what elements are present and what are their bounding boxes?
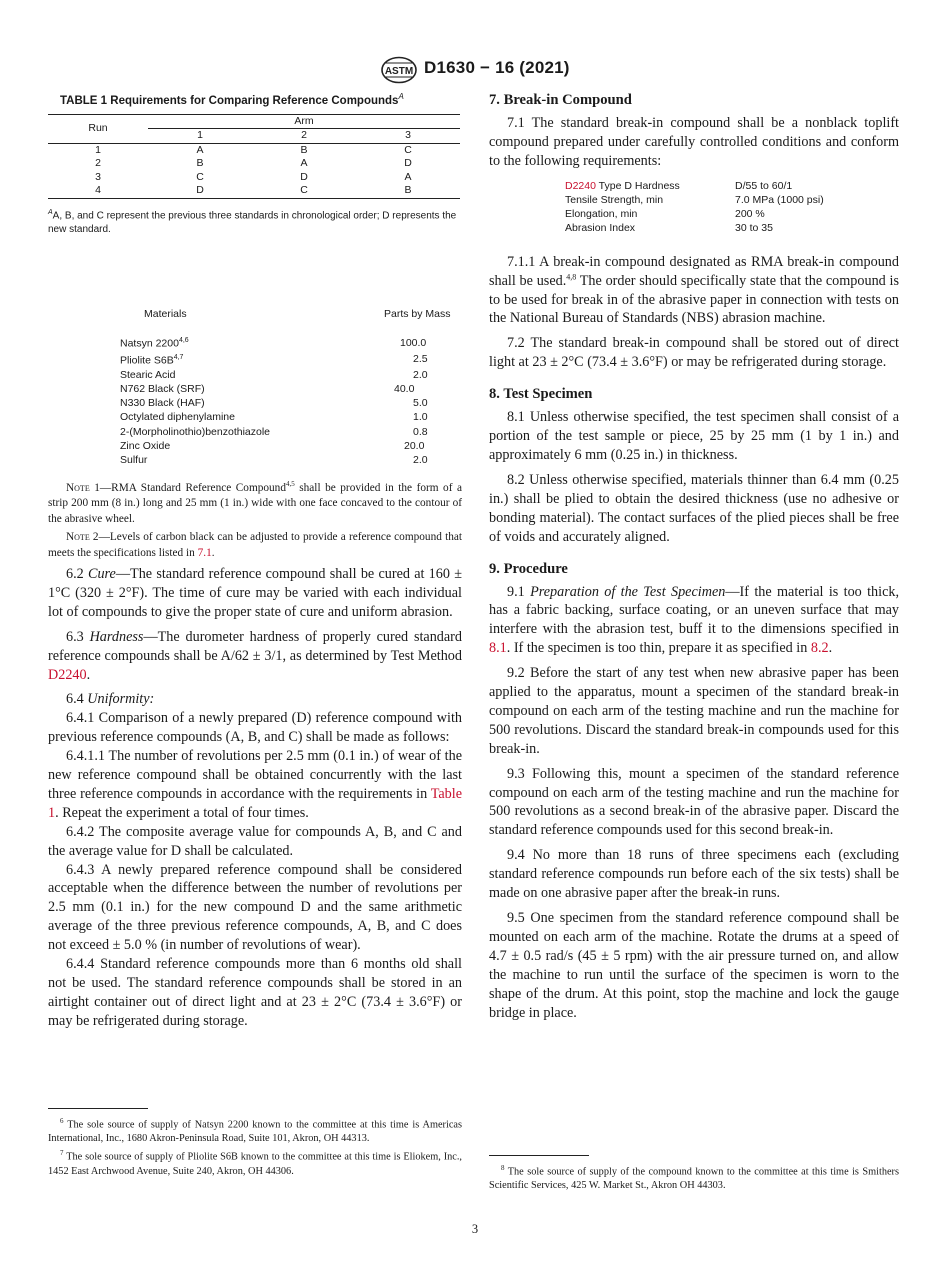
materials-col-header: Materials <box>144 308 187 321</box>
para-9-5: 9.5 One specimen from the standard reference compound shall be mounted on each arm of the machine. Rotate the drums at a speed of 4.7 ± 0.5 rad/s (45 ± 5 rpm) with the air pressure turned on, and allow the machine to run until the surface of the specimen is worn to the shape of the drum. At this point, stop the machine and lock the gauge bridge in place. <box>489 910 899 1021</box>
para-6-3: 6.3 Hardness—The durometer hardness of properly cured standard reference compounds shall be A/62 ± 3/1, as determined by Test Method D2240. <box>48 628 463 683</box>
document-title: D1630 − 16 (2021) <box>424 58 570 77</box>
table-row: N762 Black (SRF) 40.0 <box>120 382 415 395</box>
table-cell: A <box>404 170 412 183</box>
table-cell: 1 <box>95 143 101 156</box>
link-7-1[interactable]: 7.1 <box>197 546 212 559</box>
para-9-2: 9.2 Before the start of any test when new abrasive paper has been applied to the apparatus, mount a specimen of the standard break-in compound on each arm of the testing machine and run the machine for 500 revolutions. Discard the standard break-in compounds used for this break-in. <box>489 665 899 757</box>
table-cell: C <box>252 184 356 198</box>
link-d2240[interactable]: D2240 <box>48 666 87 683</box>
footnote-7: $^7$ The sole source of supply of Pliolite S6B known to the committee at this time is Eliokem, Inc., 1452 East Archwood Avenue, Suite 240, Akron, OH 44306. <box>48 1149 462 1177</box>
table-cell: D <box>404 157 412 170</box>
para-8-1: 8.1 Unless otherwise specified, the test specimen shall consist of a portion of the test sample or piece, 25 by 25 mm (1 by 1 in.) and approximately 6 mm (0.25 in.) in thickness. <box>489 409 899 463</box>
table-cell: D <box>148 184 252 198</box>
table-cell: D <box>300 170 308 183</box>
table1-arm-col: 3 <box>356 129 460 144</box>
table-row: Octylated diphenylamine 1.0 <box>120 411 428 424</box>
table-cell: A <box>300 157 308 170</box>
table-row: Natsyn 2200$^{4,6}$ 100.0 <box>120 336 427 350</box>
table1-footnote: $^A$A, B, and C represent the previous three standards in chronological order; D represents the new standard. <box>48 208 457 236</box>
table-row: Stearic Acid 2.0 <box>120 368 428 381</box>
note-2: Note 2—Levels of carbon black can be adjusted to provide a reference compound that meets the specifications listed in 7.1. <box>48 531 463 559</box>
svg-text:ASTM: ASTM <box>384 66 414 77</box>
table-cell: A <box>196 143 204 156</box>
table-row: Tensile Strength, min 7.0 MPa (1000 psi) <box>565 193 824 206</box>
table-row: 2-(Morpholinothio)benzothiazole 0.8 <box>120 425 428 438</box>
table-row: Zinc Oxide 20.0 <box>120 439 425 452</box>
para-6-4: 6.4 Uniformity: <box>66 691 155 708</box>
para-8-2: 8.2 Unless otherwise specified, materials thinner than 6.4 mm (0.25 in.) shall be plied to obtain the desired thickness (use no adhesive or bonding material). The contact surfaces of the plied pieces shall be free of voids and accurately aligned. <box>489 471 899 545</box>
table-row: Abrasion Index 30 to 35 <box>565 221 773 234</box>
para-7-1-1: 7.1.1 A break-in compound designated as RMA break-in compound shall be used.$^{4,8}$ The order should specifically state that the compound is to be used for break in of the abrasive paper in connection with tests on the National Bureau of Standards (NBS) abrasion machine. <box>489 253 899 327</box>
section-7-title: 7. Break-in Compound <box>489 92 632 108</box>
requirements-table <box>565 179 824 235</box>
right-column <box>489 92 899 1022</box>
link-table-1[interactable]: Table 1 <box>48 785 462 821</box>
table-cell: B <box>300 143 308 156</box>
left-footnotes <box>48 1108 462 1179</box>
table-row: Sulfur 2.0 <box>120 453 428 466</box>
para-6-4-1-1: 6.4.1.1 The number of revolutions per 2.5 mm (0.1 in.) of wear of the new reference compound shall be obtained concurrently with the last three reference compounds in accordance with the requirements in Table 1. Repeat the experiment a total of four times. <box>48 748 462 821</box>
footnote-8: $^8$ The sole source of supply of the compound known to the committee at this time is Smithers Scientific Services, 425 W. Market St., Akron OH 44303. <box>489 1164 899 1192</box>
table-cell: 3 <box>95 170 101 183</box>
table1-run-header: Run <box>48 114 148 143</box>
table-row: N330 Black (HAF) 5.0 <box>120 397 428 410</box>
footnote-6: $^6$ The sole source of supply of Natsyn 2200 known to the committee at this time is Americas International, Inc., 1680 Akron-Peninsula Road, Suite 101, Akron, OH 44313. <box>48 1117 462 1145</box>
left-column <box>48 92 462 1031</box>
para-9-1: 9.1 Preparation of the Test Specimen—If the material is too thick, has a fabric backing, surface coating, or an uneven surface that may interfere with the abrasion test, buff it to the dimensions specified in 8.1. If the specimen is too thin, prepare it as specified in 8.2. <box>489 583 900 657</box>
link-8-2[interactable]: 8.2 <box>810 640 829 657</box>
para-7-1: 7.1 The standard break-in compound shall be a nonblack toplift compound prepared under carefully controlled conditions and conform to the following requirements: <box>489 115 899 169</box>
table-row <box>48 143 460 157</box>
table-row: D2240 Type D Hardness D/55 to 60/1 <box>565 179 793 192</box>
para-6-4-2: 6.4.2 The composite average value for compounds A, B, and C and the average value for D shall be calculated. <box>48 823 462 859</box>
footnote-rule <box>48 1108 148 1109</box>
note-1: Note 1—RMA Standard Reference Compound$^{4,5}$ shall be provided in the form of a strip 200 mm (8 in.) long and 25 mm (1 in.) wide with one face concaved to the contour of the abrasive wheel. <box>48 480 462 525</box>
table-row <box>48 157 460 171</box>
para-9-3: 9.3 Following this, mount a specimen of the standard reference compound on each arm of the testing machine and run the machine for 500 revolutions as a second break-in of the abrasive paper. Discard the standard reference compounds used for this second break-in. <box>489 765 899 839</box>
table-cell: C <box>196 170 204 183</box>
footnote-rule <box>489 1155 589 1156</box>
para-7-2: 7.2 The standard break-in compound shall be stored out of direct light at 23 ± 2°C (73.4 ± 3.6°F) or may be refrigerated during storage. <box>489 335 899 371</box>
table-cell: 4 <box>48 184 148 198</box>
section-9-title: 9. Procedure <box>489 560 568 577</box>
para-9-4: 9.4 No more than 18 runs of three specimens each (excluding standard reference compounds run before each of the six tests) shall be made on one abrasive paper after the break-in runs. <box>489 847 899 902</box>
table-cell: B <box>196 157 204 170</box>
table-row: Elongation, min 200 % <box>565 207 765 220</box>
page-number: 3 <box>471 1222 479 1236</box>
para-6-2: 6.2 Cure—The standard reference compound shall be cured at 160 ± 1°C (320 ± 2°F). The time of cure may be varied with each individual lot of compounds to give the proper state of cure and uniform abrasion. <box>48 565 462 620</box>
table1-arm-col: 2 <box>252 129 356 144</box>
table1-caption: TABLE 1 Requirements for Comparing Reference Compounds$^A$ <box>60 92 404 107</box>
table1-arm-header: Arm <box>148 114 460 129</box>
para-6-4-1: 6.4.1 Comparison of a newly prepared (D) reference compound with previous reference compounds (A, B, and C) shall be made as follows: <box>48 710 462 746</box>
section-8-title: 8. Test Specimen <box>489 386 593 403</box>
table-cell: 2 <box>95 157 101 170</box>
parts-col-header: Parts by Mass <box>384 308 451 321</box>
para-6-4-3: 6.4.3 A newly prepared reference compound shall be considered acceptable when the difference between the number of revolutions per 2.5 mm (0.1 in.) for the new compound D and the same arithmetic average of the three previous reference compounds, A, B, and C does not exceed ± 5.0 % (in number of revolutions of wear). <box>48 861 462 954</box>
right-footnotes <box>489 1155 899 1193</box>
table-row <box>48 184 460 198</box>
astm-logo-icon <box>380 56 418 84</box>
table1 <box>48 114 460 199</box>
link-d2240[interactable]: D2240 <box>565 179 596 192</box>
table-row <box>48 171 460 185</box>
table-row: Pliolite $S6B^{4,7}$ 2.5 <box>120 353 428 367</box>
link-8-1[interactable]: 8.1 <box>489 640 507 657</box>
para-6-4-4: 6.4.4 Standard reference compounds more than 6 months old shall not be used. The standard reference compounds shall be stored in an airtight container out of direct light and at 23 ± 2°C (73.4 ± 3.6°F) or may be refrigerated during storage. <box>48 956 462 1029</box>
table-cell: B <box>356 184 460 198</box>
page-header <box>0 56 950 86</box>
table1-arm-col: 1 <box>148 129 252 144</box>
materials-table <box>120 307 451 467</box>
table-cell: C <box>404 143 412 156</box>
